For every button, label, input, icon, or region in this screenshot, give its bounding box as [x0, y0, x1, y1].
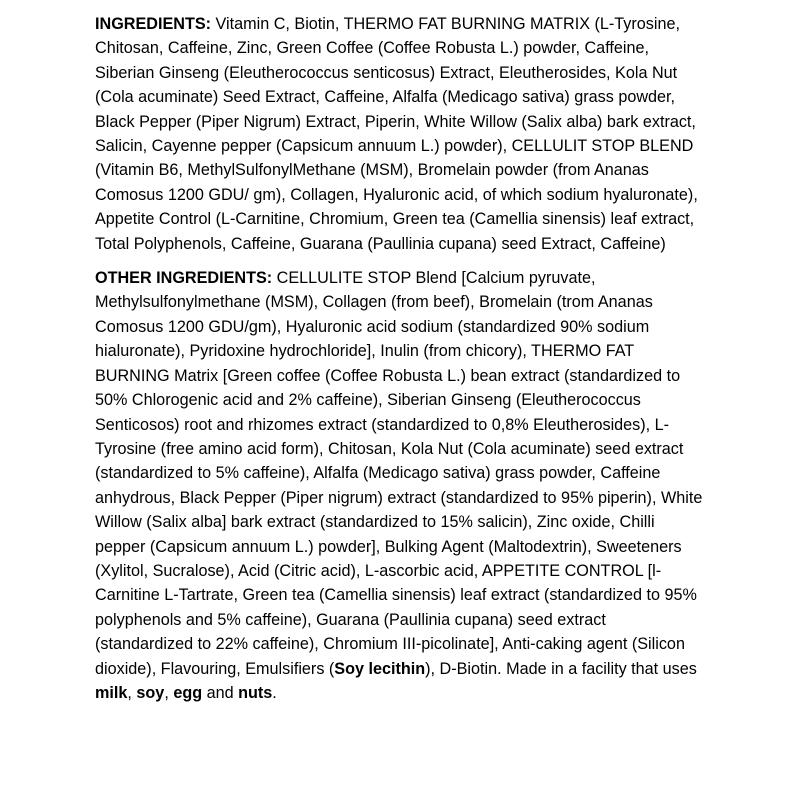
other-ingredients-paragraph	[95, 266, 705, 705]
allergen-milk: milk	[95, 683, 128, 702]
ingredients-paragraph	[95, 12, 705, 256]
ingredients-text: Vitamin C, Biotin, THERMO FAT BURNING MATRIX (L-Tyrosine, Chitosan, Caffeine, Zinc, Green Coffee (Coffee Robusta L.) powder, Caffeine, Siberian Ginseng (Eleutherococcus senticosus) Extract, Eleutherosides, Kola Nut (Cola acuminate) Seed Extract, Caffeine, Alfalfa (Medicago sativa) grass powder, Black Pepper (Piper Nigrum) Extract, Piperin, White Willow (Salix alba) bark extract, Salicin, Cayenne pepper (Capsicum annuum L.) powder), CELLULIT STOP BLEND (Vitamin B6, MethylSulfonylMethane (MSM), Bromelain powder (from Ananas Comosus 1200 GDU/ gm), Collagen, Hyaluronic acid, of which sodium hyaluronate), Appetite Control (L-Carnitine, Chromium, Green tea (Camellia sinensis) leaf extract, Total Polyphenols, Caffeine, Guarana (Paullinia cupana) seed Extract, Caffeine)	[95, 15, 698, 253]
allergen-soy: soy	[136, 683, 165, 702]
allergen-egg: egg	[173, 683, 203, 702]
allergen-separator: ,	[164, 683, 174, 702]
sentence-end: .	[272, 683, 277, 702]
ingredients-heading: INGREDIENTS:	[95, 15, 212, 33]
allergen-separator: ,	[127, 683, 137, 702]
allergen-separator: and	[202, 683, 239, 702]
ingredients-label	[95, 12, 705, 715]
other-ingredients-facility-text: ), D-Biotin. Made in a facility that uses	[425, 659, 697, 678]
other-ingredients-text: CELLULITE STOP Blend [Calcium pyruvate, Methylsulfonylmethane (MSM), Collagen (from beef), Bromelain (trom Ananas Comosus 1200 GDU/gm), Hyaluronic acid sodium (standardized 90% sodium hialuronate), Pyridoxine hydrochloride], Inulin (from chicory), THERMO FAT BURNING Matrix [Green coffee (Coffee Robusta L.) bean extract (standardized to 50% Chlorogenic acid and 2% caffeine), Siberian Ginseng (Eleutherococcus Senticosos) root and rhizomes extract (standardized to 0,8% Eleutherosides), L-Tyrosine (free amino acid form), Chitosan, Kola Nut (Cola acuminate) seed extract (standardized to 5% caffeine), Alfalfa (Medicago sativa) grass powder, Caffeine anhydrous, Black Pepper (Piper nigrum) extract (standardized to 95% piperin), White Willow (Salix alba] bark extract (standardized to 15% salicin), Zinc oxide, Chilli pepper (Capsicum annuum L.) powder], Bulking Agent (Maltodextrin), Sweeteners (Xylitol, Sucralose), Acid (Citric acid), L-ascorbic acid, APPETITE CONTROL [l-Carnitine L-Tartrate, Green tea (Camellia sinensis) leaf extract (standardized to 95% polyphenols and 5% caffeine), Guarana (Paullinia cupana) seed extract (standardized to 22% caffeine), Chromium III-picolinate], Anti-caking agent (Silicon dioxide), Flavouring, Emulsifiers (	[95, 269, 703, 678]
allergen-nuts: nuts	[238, 683, 273, 702]
allergen-soy-lecithin: Soy lecithin	[334, 659, 426, 678]
other-ingredients-heading: OTHER INGREDIENTS:	[95, 269, 273, 288]
